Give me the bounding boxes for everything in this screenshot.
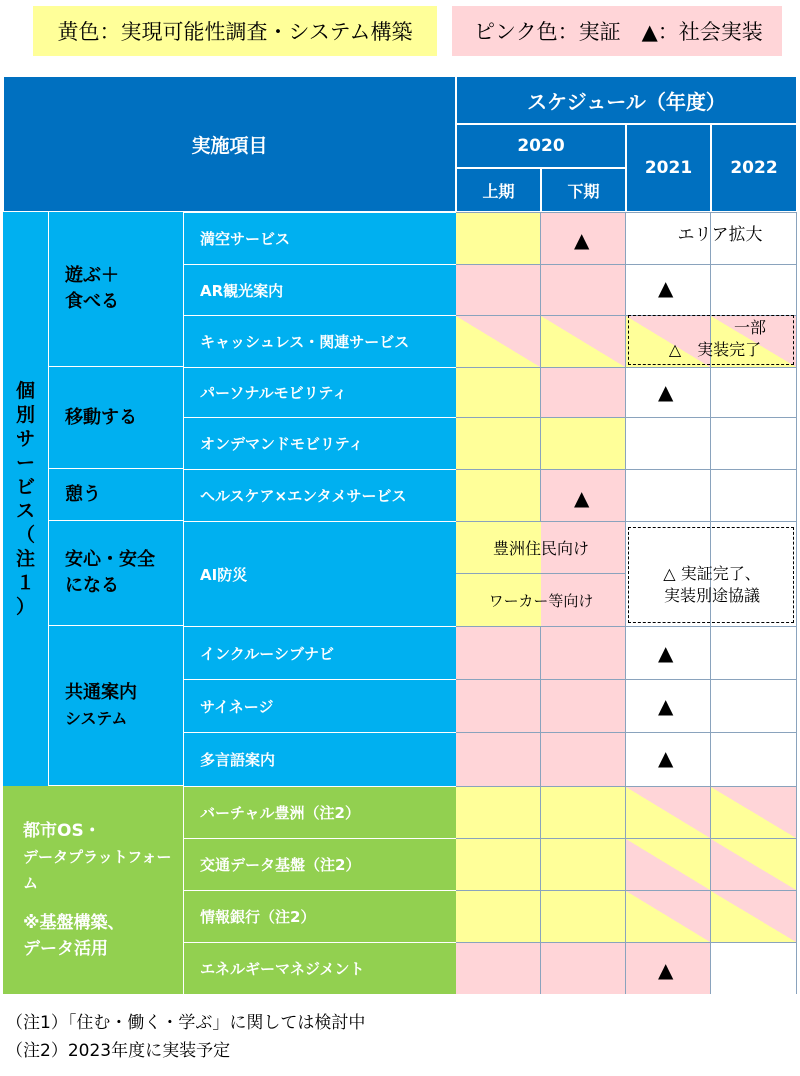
triangle-icon: ▲	[574, 486, 590, 510]
category-common-guide: 共通案内 システム	[49, 626, 184, 786]
side-label-char: サ	[15, 428, 35, 450]
schedule-cell	[711, 838, 797, 890]
side-label-char: ー	[15, 452, 35, 474]
triangle-icon: ▲	[658, 641, 674, 665]
triangle-icon: ▲	[658, 694, 674, 718]
side-label-char: ）	[15, 596, 35, 618]
side-label-char: 別	[15, 404, 35, 426]
item-row-label: キャッシュレス・関連サービス	[184, 315, 456, 367]
schedule-cell	[541, 315, 626, 367]
schedule-cell	[456, 786, 541, 838]
triangle-icon: ▲	[574, 228, 590, 252]
legend-yellow: 黄色：実現可能性調査・システム構築	[33, 6, 437, 56]
schedule-cell	[456, 626, 541, 679]
schedule-cell	[711, 417, 797, 469]
item-row-label: インクルーシブナビ	[184, 626, 456, 679]
schedule-cell	[711, 786, 797, 838]
schedule-cell	[541, 942, 626, 994]
header-2020: 2020	[456, 124, 626, 168]
triangle-icon: ▲	[658, 380, 674, 404]
side-label-char: （	[15, 524, 35, 546]
note-workers: ワーカー等向け	[488, 592, 594, 610]
schedule-cell	[711, 264, 797, 315]
item-row-label: ヘルスケア×エンタメサービス	[184, 469, 456, 521]
schedule-cell	[456, 417, 541, 469]
header-item-col: 実施項目	[3, 76, 456, 212]
header-2020-h2: 下期	[541, 168, 626, 212]
schedule-cell	[626, 417, 711, 469]
schedule-cell	[541, 732, 626, 786]
schedule-cell	[456, 264, 541, 315]
schedule-cell	[456, 838, 541, 890]
schedule-cell	[456, 732, 541, 786]
schedule-cell	[541, 838, 626, 890]
legend-pink: ピンク色：実証 ▲：社会実装	[452, 6, 782, 56]
schedule-cell	[456, 942, 541, 994]
schedule-cell	[456, 367, 541, 417]
triangle-icon: ▲	[658, 276, 674, 300]
schedule-cell	[711, 469, 797, 521]
schedule-cell	[541, 417, 626, 469]
schedule-cell	[626, 469, 711, 521]
schedule-cell	[541, 626, 626, 679]
item-row-label: 情報銀行（注2）	[184, 890, 456, 942]
schedule-cell	[456, 315, 541, 367]
note-area-expansion: エリア拡大	[677, 225, 763, 245]
category-rest: 憩う	[49, 469, 184, 521]
side-label-char: １	[15, 572, 35, 594]
schedule-cell	[456, 469, 541, 521]
header-2022: 2022	[711, 124, 797, 212]
item-row-label: バーチャル豊洲（注2）	[184, 786, 456, 838]
header-schedule: スケジュール（年度）	[456, 76, 797, 124]
schedule-cell	[626, 786, 711, 838]
note-ai-disaster: △ 実証完了、 実装別途協議	[663, 564, 761, 605]
schedule-cell	[711, 626, 797, 679]
item-row-label: AI防災	[184, 521, 456, 626]
schedule-cell	[711, 942, 797, 994]
schedule-cell	[711, 890, 797, 942]
schedule-cell	[541, 264, 626, 315]
footnote-1: （注1）「住む・働く・学ぶ」に関しては検討中	[6, 1013, 366, 1033]
triangle-icon: ▲	[658, 746, 674, 770]
schedule-cell	[541, 367, 626, 417]
schedule-cell	[541, 679, 626, 732]
note-partial: 一部 △ 実装完了	[668, 318, 766, 359]
item-row-label: エネルギーマネジメント	[184, 942, 456, 994]
header-2020-h1: 上期	[456, 168, 541, 212]
schedule-cell	[711, 679, 797, 732]
item-row-label: 交通データ基盤（注2）	[184, 838, 456, 890]
triangle-icon: ▲	[658, 958, 674, 982]
item-row-label: 多言語案内	[184, 732, 456, 786]
schedule-cell	[456, 212, 541, 264]
note-residents: 豊洲住民向け	[492, 539, 589, 558]
schedule-cell	[456, 890, 541, 942]
schedule-cell	[626, 838, 711, 890]
schedule-cell	[626, 890, 711, 942]
schedule-cell	[456, 679, 541, 732]
item-row-label: AR観光案内	[184, 264, 456, 315]
footnote-2: （注2）2023年度に実装予定	[6, 1041, 231, 1061]
side-label-char: ビ	[15, 476, 35, 498]
schedule-cell	[711, 367, 797, 417]
side-label-char: ス	[15, 500, 35, 522]
item-row-label: 満空サービス	[184, 212, 456, 264]
side-label-char: 個	[15, 380, 35, 402]
schedule-cell	[541, 786, 626, 838]
item-row-label: サイネージ	[184, 679, 456, 732]
item-row-label: パーソナルモビリティ	[184, 367, 456, 417]
category-city-os: 都市OS・ データプラットフォーム ※基盤構築、 データ活用	[3, 786, 184, 994]
side-label-individual-services	[3, 212, 49, 786]
schedule-cell	[711, 732, 797, 786]
category-safety: 安心・安全 になる	[49, 521, 184, 626]
category-play-eat: 遊ぶ＋ 食べる	[49, 212, 184, 367]
item-row-label: オンデマンドモビリティ	[184, 417, 456, 469]
category-move: 移動する	[49, 367, 184, 469]
schedule-cell	[541, 890, 626, 942]
side-label-char: 注	[15, 548, 35, 570]
header-2021: 2021	[626, 124, 711, 212]
